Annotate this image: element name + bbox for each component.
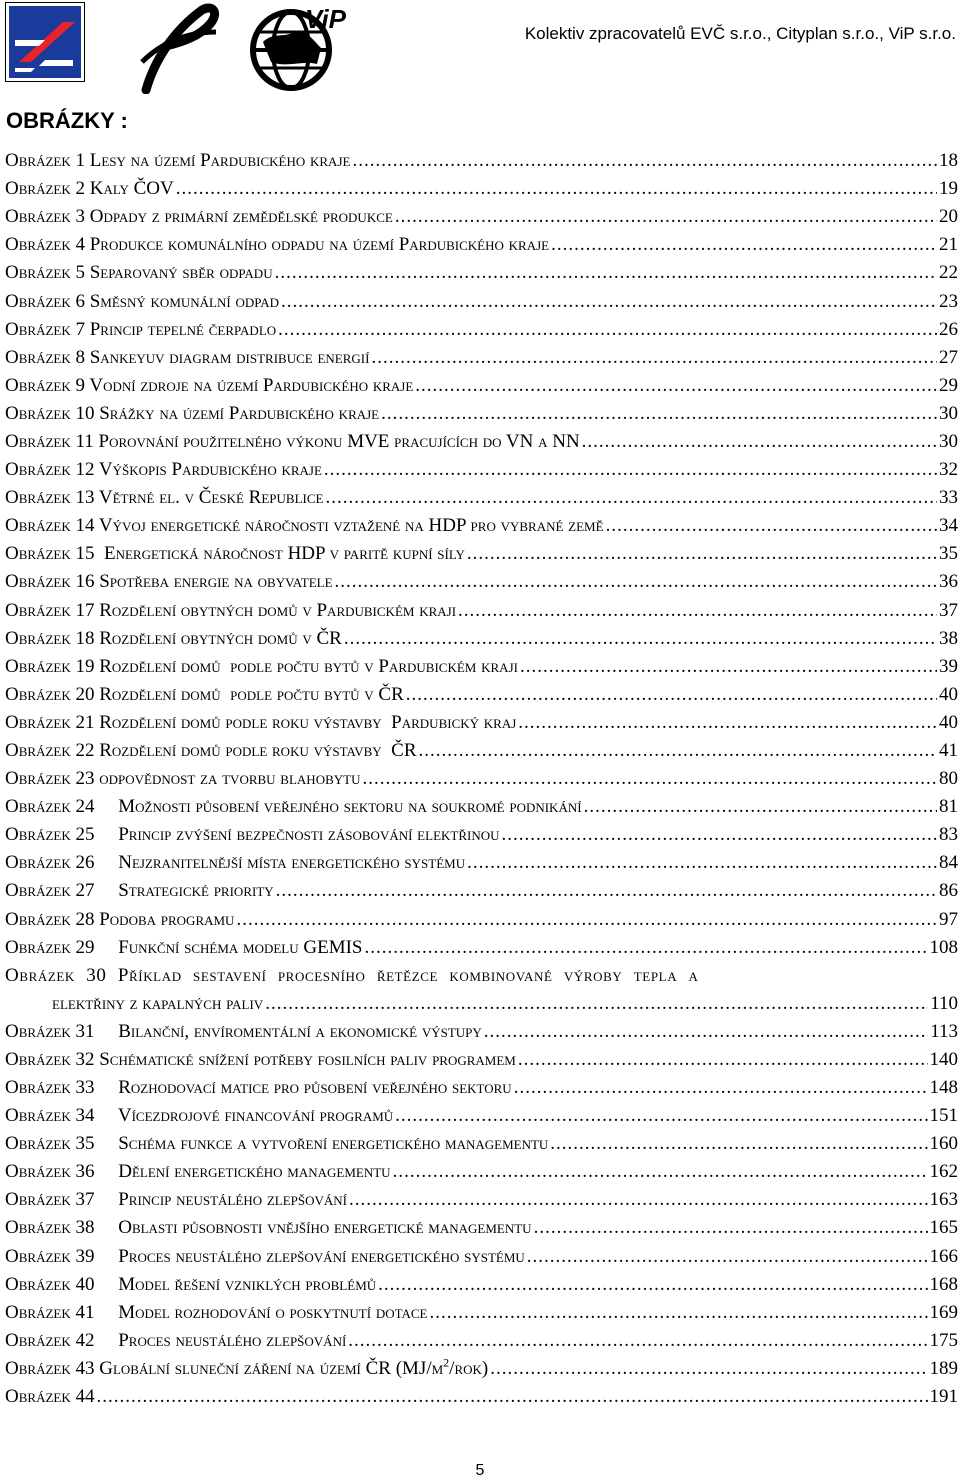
toc-entry-page: 40 <box>939 711 958 733</box>
figure-list <box>5 147 958 1411</box>
toc-entry-page: 30 <box>939 402 958 424</box>
toc-entry-label-text: Obrázek 8 Sankeyuv diagram distribuce energií <box>5 346 370 368</box>
dot-leader <box>395 1105 927 1127</box>
toc-entry-page: 26 <box>939 318 958 340</box>
dot-leader <box>352 150 937 172</box>
toc-entry-label <box>5 937 363 959</box>
toc-entry-page: 148 <box>929 1076 958 1098</box>
toc-entry-page: 41 <box>939 740 958 762</box>
toc-entry-label <box>5 656 518 678</box>
toc-entry-label-text: Obrázek 9 Vodní zdroje na území Pardubického kraje <box>5 374 414 396</box>
dot-leader <box>534 1217 928 1239</box>
toc-entry-label <box>5 234 549 256</box>
toc-entry[interactable] <box>5 568 958 596</box>
toc-entry-label <box>5 1246 525 1268</box>
toc-entry-label <box>5 543 465 565</box>
evc-logo <box>5 2 85 82</box>
toc-entry-page: 191 <box>929 1385 958 1407</box>
toc-entry-label-text: Obrázek 14 Vývoj energetické náročnosti vztažené na HDP pro vybrané země <box>5 515 604 537</box>
toc-entry[interactable] <box>5 344 958 372</box>
toc-entry[interactable] <box>5 709 958 737</box>
toc-entry[interactable] <box>5 625 958 653</box>
toc-entry-label <box>5 1330 346 1352</box>
toc-entry[interactable] <box>5 1299 958 1327</box>
dot-leader <box>582 431 937 453</box>
toc-entry-label <box>5 628 342 650</box>
toc-entry-page: 169 <box>929 1301 958 1323</box>
dot-leader <box>281 291 937 313</box>
dot-leader <box>458 600 937 622</box>
toc-entry-page: 80 <box>939 768 958 790</box>
toc-entry-page: 38 <box>939 627 958 649</box>
toc-entry-label: Obrázek 30 Příklad sestavení procesního řetězce kombinované výroby tepla a <box>5 964 699 986</box>
toc-entry-label <box>5 1217 532 1239</box>
toc-entry-label-text: Obrázek 13 Větrné el. v České Republice <box>5 487 324 509</box>
toc-entry-label-text: Obrázek 26 Nejzranitelnější místa energetického systému <box>5 852 466 874</box>
toc-entry-label <box>5 909 234 931</box>
toc-entry[interactable] <box>5 1214 958 1242</box>
toc-entry-label <box>5 712 516 734</box>
dot-leader <box>490 1358 927 1380</box>
toc-entry-page: 162 <box>929 1161 958 1183</box>
toc-entry-label-text: Obrázek 10 Srážky na území Pardubického kraje <box>5 402 380 424</box>
toc-entry-label-text: Obrázek 40 Model řešení vzniklých problémů <box>5 1273 377 1295</box>
toc-entry[interactable] <box>5 1102 958 1130</box>
dot-leader <box>362 768 937 790</box>
toc-entry-label-text: Obrázek 18 Rozdělení obytných domů v ČR <box>5 627 342 649</box>
toc-entry-page: 140 <box>929 1048 958 1070</box>
toc-entry-label <box>5 319 276 341</box>
toc-entry-label-text: Obrázek 39 Proces neustálého zlepšování energetického systému <box>5 1245 525 1267</box>
toc-entry-label <box>5 206 393 228</box>
toc-entry-label-text: Obrázek 43 Globální sluneční záření na území ČR (MJ/m <box>5 1357 444 1379</box>
toc-entry-label-text: Obrázek 2 Kaly ČOV <box>5 178 174 200</box>
dot-leader <box>349 1189 927 1211</box>
toc-entry[interactable] <box>5 934 958 962</box>
toc-entry-label <box>5 1274 376 1296</box>
toc-entry[interactable] <box>5 597 958 625</box>
toc-entry-label-text: Obrázek 12 Výškopis Pardubického kraje <box>5 459 322 481</box>
toc-entry-label-text: Obrázek 35 Schéma funkce a vytvoření energetického managementu <box>5 1133 549 1155</box>
toc-entry-page: 97 <box>939 908 958 930</box>
toc-entry[interactable] <box>5 259 958 287</box>
dot-leader <box>502 824 938 846</box>
toc-entry-page: 160 <box>929 1133 958 1155</box>
toc-entry-page: 36 <box>939 571 958 593</box>
toc-entry[interactable] <box>5 821 958 849</box>
dot-leader <box>325 487 937 509</box>
toc-entry[interactable] <box>5 765 958 793</box>
toc-entry-label <box>5 1189 347 1211</box>
dot-leader <box>236 909 937 931</box>
toc-entry-label-text: Obrázek 38 Oblasti působnosti vnějšího energetické managementu <box>5 1217 532 1239</box>
toc-entry-page: 40 <box>939 683 958 705</box>
dot-leader <box>551 234 937 256</box>
cityplan-logo <box>132 2 224 94</box>
toc-entry-page: 20 <box>939 206 958 228</box>
toc-entry[interactable] <box>5 1046 958 1074</box>
toc-entry-label-text: Obrázek 15 Energetická náročnost HDP v paritě kupní síly <box>5 543 465 565</box>
dot-leader <box>176 178 937 200</box>
toc-entry-page: 37 <box>939 599 958 621</box>
dot-leader <box>393 1161 928 1183</box>
toc-entry[interactable] <box>5 849 958 877</box>
dot-leader <box>275 262 937 284</box>
dot-leader <box>335 571 937 593</box>
toc-entry[interactable] <box>5 877 958 905</box>
toc-entry-label-text: Obrázek 33 Rozhodovací matice pro působení veřejného sektoru <box>5 1076 512 1098</box>
toc-entry-label-text: Obrázek 20 Rozdělení domů podle počtu bytů v ČR <box>5 683 404 705</box>
toc-entry-superscript: 2 <box>443 1355 450 1370</box>
toc-entry-label-text: Obrázek 22 Rozdělení domů podle roku výstavby ČR <box>5 740 417 762</box>
toc-entry-label-text: Obrázek 37 Princip neustálého zlepšování <box>5 1189 348 1211</box>
toc-entry-label <box>5 684 404 706</box>
toc-entry-label-tail: /rok) <box>449 1357 489 1379</box>
dot-leader <box>415 375 937 397</box>
toc-entry-page: 19 <box>939 178 958 200</box>
dot-leader <box>378 1274 927 1296</box>
toc-entry-page: 81 <box>939 796 958 818</box>
toc-entry-label-text: Obrázek 42 Proces neustálého zlepšování <box>5 1329 347 1351</box>
dot-leader <box>514 1077 928 1099</box>
toc-entry-label-text: Obrázek 41 Model rozhodování o poskytnutí dotace <box>5 1301 428 1323</box>
toc-entry-label-text: Obrázek 6 Směsný komunální odpad <box>5 290 280 312</box>
toc-entry[interactable] <box>5 231 958 259</box>
toc-entry-label-text: Obrázek 16 Spotřeba energie na obyvatele <box>5 571 333 593</box>
toc-entry-label <box>5 1077 512 1099</box>
toc-entry-label <box>5 1021 482 1043</box>
toc-entry-page: 33 <box>939 487 958 509</box>
toc-entry-label-text: Obrázek 24 Možnosti působení veřejného sektoru na soukromé podnikání <box>5 796 582 818</box>
toc-entry-label <box>5 291 279 313</box>
page-header <box>0 0 960 95</box>
toc-entry-page: 83 <box>939 824 958 846</box>
dot-leader <box>419 740 937 762</box>
toc-entry[interactable] <box>5 1130 958 1158</box>
header-authors: Kolektiv zpracovatelů EVČ s.r.o., Cityplan s.r.o., ViP s.r.o. <box>524 24 956 43</box>
toc-entry-label <box>5 431 580 453</box>
dot-leader <box>518 712 937 734</box>
toc-entry-page: 166 <box>929 1245 958 1267</box>
toc-entry-label-text: Obrázek 27 Strategické priority <box>5 880 274 902</box>
toc-entry-label <box>5 600 456 622</box>
toc-entry-label-text: Obrázek 44 <box>5 1385 95 1407</box>
toc-entry-label-text: Obrázek 21 Rozdělení domů podle roku výstavby Pardubický kraj <box>5 711 517 733</box>
dot-leader <box>265 993 928 1015</box>
toc-entry-page: 39 <box>939 655 958 677</box>
toc-entry[interactable] <box>5 1242 958 1270</box>
dot-leader <box>276 880 937 902</box>
toc-entry[interactable] <box>5 906 958 934</box>
toc-entry[interactable] <box>5 512 958 540</box>
toc-entry[interactable] <box>5 316 958 344</box>
dot-leader <box>518 1049 928 1071</box>
dot-leader <box>406 684 937 706</box>
toc-entry-page: 27 <box>939 346 958 368</box>
toc-entry-label <box>5 347 369 369</box>
toc-entry-label <box>5 796 582 818</box>
toc-entry-page: 113 <box>930 1020 958 1042</box>
toc-entry[interactable] <box>5 653 958 681</box>
toc-entry-label-text: Obrázek 5 Separovaný sběr odpadu <box>5 262 273 284</box>
toc-entry-label-text: Obrázek 7 Princip tepelné čerpadlo <box>5 318 277 340</box>
toc-entry-label-text: Obrázek 28 Podoba programu <box>5 908 235 930</box>
toc-entry[interactable] <box>5 540 958 568</box>
dot-leader <box>278 319 937 341</box>
dot-leader <box>467 543 937 565</box>
toc-entry-page: 168 <box>929 1273 958 1295</box>
toc-entry-page: 108 <box>929 936 958 958</box>
toc-entry-label-text: Obrázek 31 Bilanční, envíromentální a ekonomické výstupy <box>5 1020 482 1042</box>
dot-leader <box>348 1330 927 1352</box>
dot-leader <box>606 515 937 537</box>
toc-entry[interactable] <box>5 372 958 400</box>
toc-entry[interactable] <box>5 287 958 315</box>
toc-entry-page: 30 <box>939 430 958 452</box>
toc-entry-page: 32 <box>939 459 958 481</box>
toc-entry-label-text: Obrázek 3 Odpady z primární zemědělské produkce <box>5 206 393 228</box>
toc-entry-label <box>5 1133 548 1155</box>
toc-entry-label <box>5 1302 428 1324</box>
toc-entry-label <box>5 852 465 874</box>
dot-leader <box>371 347 937 369</box>
toc-entry-label <box>5 487 323 509</box>
toc-entry-label <box>5 150 350 172</box>
toc-entry-label <box>5 178 174 200</box>
dot-leader <box>381 403 937 425</box>
toc-entry[interactable] <box>5 400 958 428</box>
toc-entry-label-text: Obrázek 32 Schématické snížení potřeby fosilních paliv programem <box>5 1048 516 1070</box>
dot-leader <box>344 628 937 650</box>
dot-leader <box>430 1302 928 1324</box>
dot-leader <box>527 1246 928 1268</box>
toc-entry[interactable] <box>5 1355 958 1383</box>
toc-entry-label <box>5 262 273 284</box>
toc-entry-page: 86 <box>939 880 958 902</box>
toc-entry[interactable] <box>5 1271 958 1299</box>
toc-entry-page: 22 <box>939 262 958 284</box>
toc-entry-page: 189 <box>929 1357 958 1379</box>
toc-entry-label <box>5 1049 516 1071</box>
toc-entry[interactable] <box>5 737 958 765</box>
toc-entry[interactable] <box>5 962 958 1018</box>
toc-entry-label-text: Obrázek 4 Produkce komunálního odpadu na území Pardubického kraje <box>5 234 550 256</box>
dot-leader <box>484 1021 928 1043</box>
toc-entry-label <box>5 880 274 902</box>
toc-entry-label-text: Obrázek 25 Princip zvýšení bezpečnosti zásobování elektřinou <box>5 824 500 846</box>
toc-entry[interactable] <box>5 1158 958 1186</box>
page-number: 5 <box>475 1462 485 1479</box>
vip-logo <box>243 2 353 92</box>
toc-entry[interactable] <box>5 484 958 512</box>
toc-entry-label-text: Obrázek 1 Lesy na území Pardubického kraje <box>5 150 351 172</box>
toc-entry[interactable] <box>5 203 958 231</box>
toc-entry-label <box>5 515 604 537</box>
toc-entry-page: 18 <box>939 150 958 172</box>
toc-entry[interactable] <box>5 1018 958 1046</box>
toc-entry-page: 151 <box>929 1105 958 1127</box>
toc-entry-label-text: Obrázek 11 Porovnání použitelného výkonu MVE pracujících do VN a NN <box>5 430 580 452</box>
toc-entry-label <box>5 1105 393 1127</box>
dot-leader <box>365 937 928 959</box>
section-title: OBRÁZKY : <box>6 108 128 133</box>
dot-leader <box>584 796 937 818</box>
toc-entry-label <box>5 1386 94 1408</box>
toc-entry[interactable] <box>5 1074 958 1102</box>
toc-entry-label <box>5 459 322 481</box>
toc-entry-page: 34 <box>939 515 958 537</box>
toc-entry-label <box>5 1161 391 1183</box>
toc-entry-label-continued: elektřiny z kapalných paliv <box>52 992 264 1014</box>
toc-entry[interactable] <box>5 456 958 484</box>
dot-leader <box>520 656 937 678</box>
toc-entry-label <box>5 1355 489 1380</box>
dot-leader <box>324 459 937 481</box>
toc-entry-label-text: Obrázek 17 Rozdělení obytných domů v Pardubickém kraji <box>5 599 457 621</box>
toc-entry[interactable] <box>5 428 958 456</box>
toc-entry-label <box>5 740 417 762</box>
toc-entry-page: 175 <box>929 1329 958 1351</box>
toc-entry[interactable] <box>5 793 958 821</box>
toc-entry-page: 84 <box>939 852 958 874</box>
toc-entry-label <box>5 403 379 425</box>
toc-entry-label <box>5 768 360 790</box>
toc-entry-label-text: Obrázek 19 Rozdělení domů podle počtu bytů v Pardubickém kraji <box>5 655 518 677</box>
toc-entry-label-text: Obrázek 34 Vícezdrojové financování programů <box>5 1105 394 1127</box>
toc-entry-label-text: Obrázek 29 Funkční schéma modelu GEMIS <box>5 936 363 958</box>
toc-entry-page: 110 <box>930 992 958 1014</box>
toc-entry[interactable] <box>5 175 958 203</box>
toc-entry-page: 21 <box>939 234 958 256</box>
toc-entry-label-text: Obrázek 23 odpovědnost za tvorbu blahobytu <box>5 768 361 790</box>
toc-entry-label <box>5 571 333 593</box>
toc-entry-page: 163 <box>929 1189 958 1211</box>
toc-entry-page: 29 <box>939 374 958 396</box>
toc-entry[interactable] <box>5 1327 958 1355</box>
toc-entry-label-text: Obrázek 36 Dělení energetického managementu <box>5 1161 391 1183</box>
toc-entry[interactable] <box>5 1186 958 1214</box>
toc-entry-label <box>5 824 500 846</box>
toc-entry-page: 35 <box>939 543 958 565</box>
toc-entry-page: 165 <box>929 1217 958 1239</box>
toc-entry-page: 23 <box>939 290 958 312</box>
dot-leader <box>467 852 937 874</box>
dot-leader <box>395 206 937 228</box>
dot-leader <box>96 1386 927 1408</box>
toc-entry[interactable] <box>5 681 958 709</box>
svg-text:ViP: ViP <box>305 4 346 34</box>
toc-entry[interactable] <box>5 1383 958 1411</box>
dot-leader <box>550 1133 927 1155</box>
toc-entry-label <box>5 375 413 397</box>
toc-entry[interactable] <box>5 147 958 175</box>
